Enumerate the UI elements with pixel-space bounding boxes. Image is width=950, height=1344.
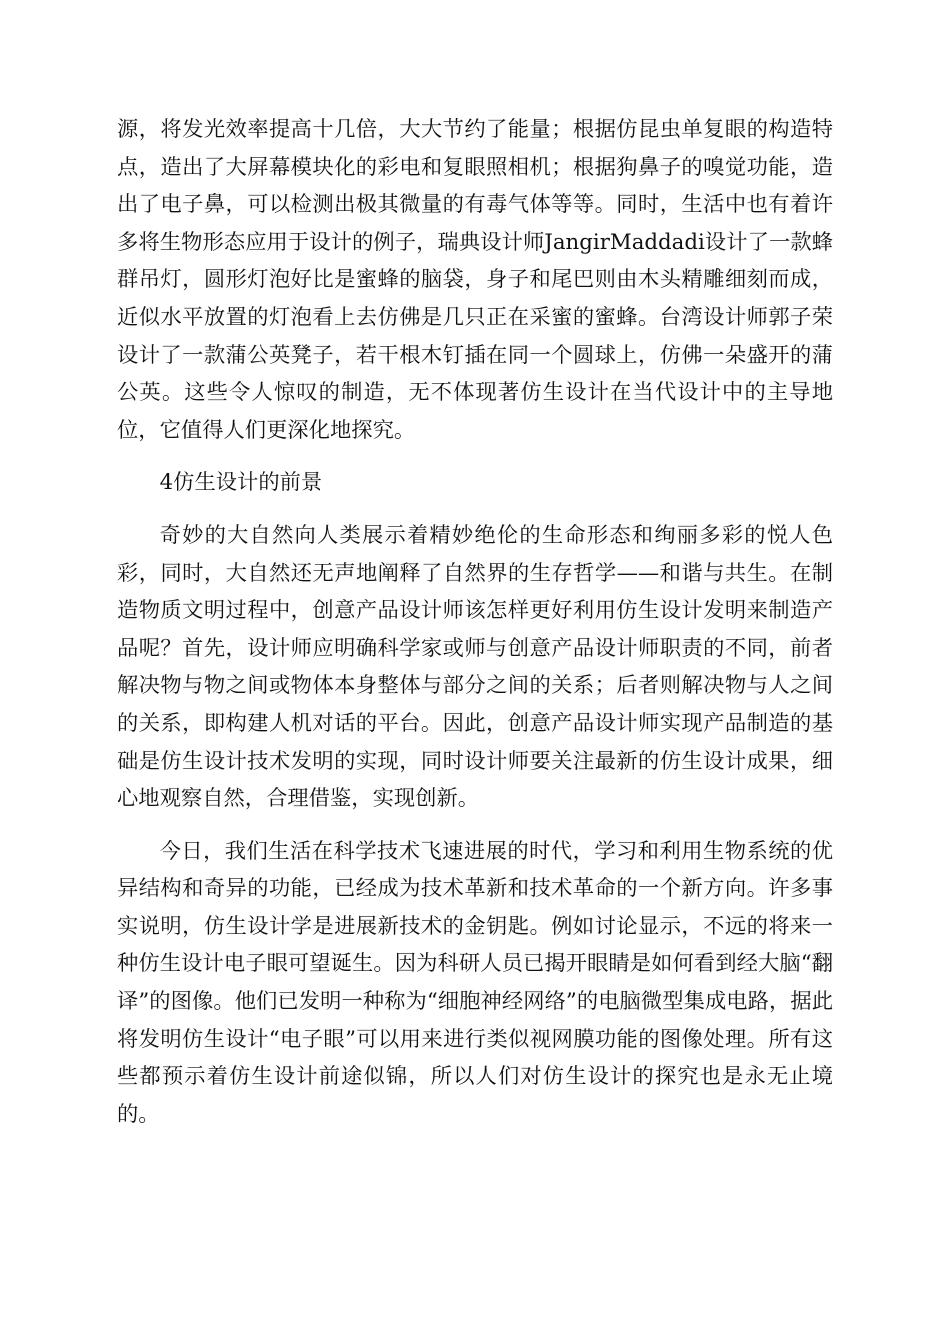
paragraph-continuation: 源，将发光效率提高十几倍，大大节约了能量；根据仿昆虫单复眼的构造特点，造出了大屏幕模块化的彩电和复眼照相机；根据狗鼻子的嗅觉功能，造出了电子鼻，可以检测出极其微量的有毒气体等等。同时，生活中也有着许多将生物形态应用于设计的例子，瑞典设计师JangirMaddadi设计了一款蜂群吊灯，圆形灯泡好比是蜜蜂的脑袋，身子和尾巴则由木头精雕细刻而成，近似水平放置的灯泡看上去仿佛是几只正在采蜜的蜜蜂。台湾设计师郭子荣设计了一款蒲公英凳子，若干根木钉插在同一个圆球上，仿佛一朵盛开的蒲公英。这些令人惊叹的制造，无不体现著仿生设计在当代设计中的主导地位，它值得人们更深化地探究。 — [117, 117, 833, 443]
document-body — [117, 111, 833, 1133]
section-heading: 4仿生设计的前景 — [159, 470, 323, 496]
paragraph-today: 今日，我们生活在科学技术飞速进展的时代，学习和利用生物系统的优异结构和奇异的功能，已经成为技术革新和技术革命的一个新方向。许多事实说明，仿生设计学是进展新技术的金钥匙。例如讨论显示，不远的将来一种仿生设计电子眼可望诞生。因为科研人员已揭开眼睛是如何看到经大脑“翻译”的图像。他们已发明一种称为“细胞神经网络”的电脑微型集成电路，据此将发明仿生设计“电子眼”可以用来进行类似视网膜功能的图像处理。所有这些都预示着仿生设计前途似锦，所以人们对仿生设计的探究也是永无止境的。 — [117, 838, 833, 1127]
paragraph-prospects: 奇妙的大自然向人类展示着精妙绝伦的生命形态和绚丽多彩的悦人色彩，同时，大自然还无声地阐释了自然界的生存哲学——和谐与共生。在制造物质文明过程中，创意产品设计师该怎样更好利用仿生设计发明来制造产品呢？首先，设计师应明确科学家或师与创意产品设计师职责的不同，前者解决物与物之间或物体本身整体与部分之间的关系；后者则解决物与人之间的关系，即构建人机对话的平台。因此，创意产品设计师实现产品制造的基础是仿生设计技术发明的实现，同时设计师要关注最新的仿生设计成果，细心地观察自然，合理借鉴，实现创新。 — [117, 522, 833, 812]
